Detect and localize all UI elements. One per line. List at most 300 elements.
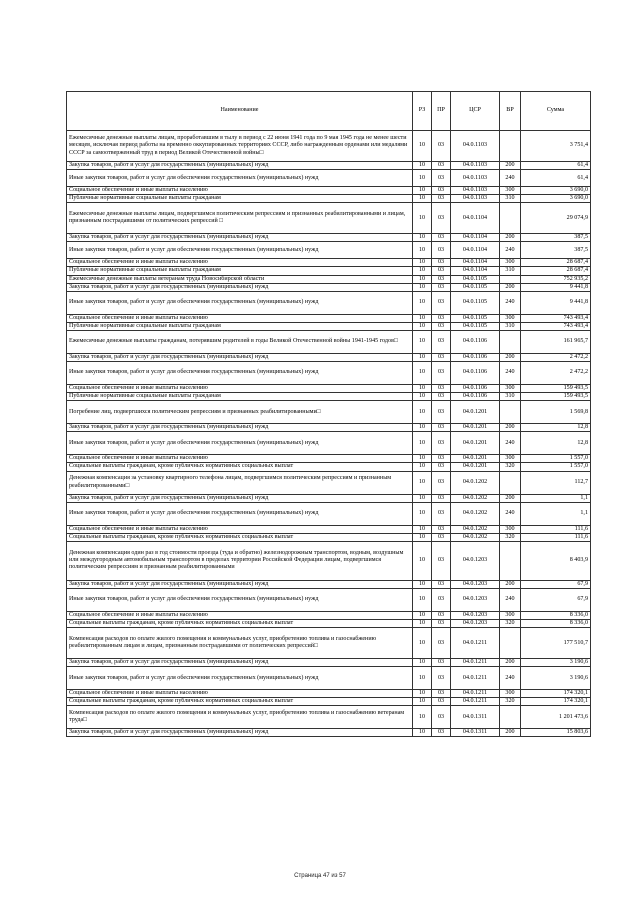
cell-name: Закупка товаров, работ и услуг для государственных (муниципальных) нужд [67,234,413,242]
cell-rz: 10 [413,659,432,667]
page-footer: Страница 47 из 57 [294,873,346,879]
table-row [67,580,591,588]
table-row [67,393,591,401]
cell-pr: 03 [432,706,451,729]
cell-name: Иные закупки товаров, работ и услуг для обеспечения государственных (муниципальных) нужд [67,242,413,259]
cell-csr: 04.0.1106 [451,385,500,393]
table-row [67,162,591,170]
header-vr: ВР [500,92,521,131]
cell-sum: 12,8 [521,432,591,455]
cell-csr: 04.0.1103 [451,170,500,187]
cell-vr: 300 [500,690,521,698]
cell-pr: 03 [432,424,451,432]
cell-sum: 177 510,7 [521,628,591,659]
cell-csr: 04.0.1203 [451,611,500,619]
cell-name: Иные закупки товаров, работ и услуг для обеспечения государственных (муниципальных) нужд [67,667,413,690]
cell-vr: 240 [500,170,521,187]
cell-rz: 10 [413,706,432,729]
cell-sum: 1,1 [521,494,591,502]
cell-rz: 10 [413,463,432,471]
cell-rz: 10 [413,291,432,314]
cell-pr: 03 [432,729,451,737]
cell-vr: 200 [500,494,521,502]
cell-pr: 03 [432,533,451,541]
cell-name: Иные закупки товаров, работ и услуг для обеспечения государственных (муниципальных) нужд [67,170,413,187]
table-row [67,401,591,424]
cell-sum: 159 493,5 [521,385,591,393]
cell-name: Погребение лиц, подвергшихся политическим репрессиям и признанных реабилитированными□ [67,401,413,424]
cell-csr: 04.0.1103 [451,187,500,195]
cell-name: Публичные нормативные социальные выплаты гражданам [67,322,413,330]
cell-csr: 04.0.1201 [451,432,500,455]
cell-csr: 04.0.1201 [451,463,500,471]
cell-csr: 04.0.1201 [451,455,500,463]
cell-pr: 03 [432,291,451,314]
cell-vr: 200 [500,162,521,170]
table-header-row [67,92,591,131]
cell-rz: 10 [413,131,432,162]
cell-vr: 320 [500,533,521,541]
table-row [67,541,591,580]
table-row [67,131,591,162]
cell-pr: 03 [432,385,451,393]
cell-vr [500,131,521,162]
cell-csr: 04.0.1104 [451,203,500,234]
cell-pr: 03 [432,353,451,361]
cell-csr: 04.0.1201 [451,424,500,432]
cell-name: Ежемесячные денежные выплаты лицам, подвергшимся политическим репрессиям и признанных реабилитированными и лицам, признанным пострадавшими от политических репрессий □ [67,203,413,234]
cell-csr: 04.0.1105 [451,291,500,314]
cell-pr: 03 [432,259,451,267]
cell-sum: 29 074,9 [521,203,591,234]
cell-vr: 320 [500,463,521,471]
cell-csr: 04.0.1202 [451,471,500,494]
cell-sum: 67,9 [521,588,591,611]
cell-rz: 10 [413,729,432,737]
cell-csr: 04.0.1202 [451,533,500,541]
cell-vr: 300 [500,187,521,195]
cell-vr: 310 [500,267,521,275]
cell-name: Ежемесячные денежные выплаты лицам, проработавшим в тылу в период с 22 июня 1941 года по 9 мая 1945 года не менее шести месяцев, исключая период работы на временно оккупированных территориях СССР, либо награжденным орденами или медалями СССР за самоотверженный труд в период Великой Отечественной войны□ [67,131,413,162]
cell-rz: 10 [413,267,432,275]
cell-pr: 03 [432,187,451,195]
cell-csr: 04.0.1104 [451,234,500,242]
cell-name: Закупка товаров, работ и услуг для государственных (муниципальных) нужд [67,659,413,667]
cell-csr: 04.0.1211 [451,628,500,659]
cell-rz: 10 [413,203,432,234]
cell-name: Социальные выплаты гражданам, кроме публичных нормативных социальных выплат [67,698,413,706]
table-row [67,187,591,195]
cell-rz: 10 [413,385,432,393]
cell-csr: 04.0.1202 [451,525,500,533]
cell-sum: 3 751,4 [521,131,591,162]
cell-vr [500,275,521,283]
cell-name: Ежемесячные денежные выплаты ветеранам труда Новосибирской области [67,275,413,283]
table-row [67,619,591,627]
table-row [67,234,591,242]
cell-name: Закупка товаров, работ и услуг для государственных (муниципальных) нужд [67,283,413,291]
cell-rz: 10 [413,494,432,502]
cell-sum: 743 493,4 [521,314,591,322]
cell-rz: 10 [413,314,432,322]
cell-name: Социальное обеспечение и иные выплаты населению [67,187,413,195]
cell-sum: 9 441,8 [521,283,591,291]
cell-pr: 03 [432,432,451,455]
cell-csr: 04.0.1104 [451,242,500,259]
cell-rz: 10 [413,275,432,283]
cell-vr: 240 [500,588,521,611]
cell-rz: 10 [413,690,432,698]
table-row [67,314,591,322]
cell-name: Денежная компенсация один раз в год стоимости проезда (туда и обратно) железнодорожным транспортом, водным, воздушным или междугородным автомобильным транспортом в пределах территории Российской Федерации лицам, подвергшимся политическим репрессиям и признанным реабилитированными [67,541,413,580]
cell-rz: 10 [413,322,432,330]
cell-rz: 10 [413,471,432,494]
cell-name: Закупка товаров, работ и услуг для государственных (муниципальных) нужд [67,494,413,502]
table-row [67,203,591,234]
cell-vr [500,706,521,729]
cell-name: Социальное обеспечение и иные выплаты населению [67,611,413,619]
cell-rz: 10 [413,401,432,424]
cell-pr: 03 [432,541,451,580]
table-row [67,195,591,203]
table-row [67,494,591,502]
cell-sum: 61,4 [521,162,591,170]
table-row [67,353,591,361]
cell-rz: 10 [413,242,432,259]
cell-pr: 03 [432,330,451,353]
cell-pr: 03 [432,588,451,611]
table-row [67,455,591,463]
cell-vr [500,628,521,659]
cell-rz: 10 [413,667,432,690]
cell-vr: 200 [500,424,521,432]
cell-pr: 03 [432,195,451,203]
cell-pr: 03 [432,659,451,667]
cell-pr: 03 [432,203,451,234]
table-row [67,502,591,525]
cell-rz: 10 [413,611,432,619]
cell-csr: 04.0.1311 [451,729,500,737]
cell-csr: 04.0.1203 [451,588,500,611]
cell-csr: 04.0.1106 [451,353,500,361]
cell-sum: 3 190,6 [521,667,591,690]
cell-vr: 240 [500,362,521,385]
cell-sum: 111,6 [521,525,591,533]
cell-vr: 200 [500,234,521,242]
cell-sum: 174 320,1 [521,690,591,698]
cell-name: Закупка товаров, работ и услуг для государственных (муниципальных) нужд [67,424,413,432]
cell-name: Социальное обеспечение и иные выплаты населению [67,385,413,393]
table-row [67,291,591,314]
cell-rz: 10 [413,432,432,455]
cell-sum: 8 336,0 [521,611,591,619]
cell-name: Закупка товаров, работ и услуг для государственных (муниципальных) нужд [67,353,413,361]
cell-rz: 10 [413,259,432,267]
table-row [67,385,591,393]
table-row [67,471,591,494]
cell-pr: 03 [432,690,451,698]
cell-rz: 10 [413,455,432,463]
cell-rz: 10 [413,541,432,580]
header-name: Наименование [67,92,413,131]
cell-sum: 61,4 [521,170,591,187]
cell-sum: 743 493,4 [521,322,591,330]
cell-sum: 2 472,2 [521,353,591,361]
cell-sum: 1 557,0 [521,455,591,463]
cell-rz: 10 [413,533,432,541]
cell-pr: 03 [432,502,451,525]
cell-name: Социальное обеспечение и иные выплаты населению [67,525,413,533]
cell-pr: 03 [432,401,451,424]
cell-rz: 10 [413,393,432,401]
table-row [67,659,591,667]
cell-sum: 9 441,8 [521,291,591,314]
cell-sum: 28 687,4 [521,267,591,275]
cell-pr: 03 [432,131,451,162]
cell-vr [500,471,521,494]
cell-sum: 1 569,8 [521,401,591,424]
table-row [67,259,591,267]
cell-pr: 03 [432,525,451,533]
cell-csr: 04.0.1105 [451,314,500,322]
table-row [67,611,591,619]
cell-csr: 04.0.1103 [451,195,500,203]
cell-name: Компенсация расходов по оплате жилого помещения и коммунальных услуг, приобретению топлива и газоснабжению ветеранам труда□ [67,706,413,729]
cell-pr: 03 [432,628,451,659]
table-row [67,667,591,690]
cell-csr: 04.0.1103 [451,131,500,162]
cell-vr: 320 [500,698,521,706]
cell-sum: 8 336,0 [521,619,591,627]
table-row [67,690,591,698]
cell-sum: 28 687,4 [521,259,591,267]
header-pr: ПР [432,92,451,131]
cell-sum: 161 965,7 [521,330,591,353]
cell-csr: 04.0.1105 [451,283,500,291]
cell-name: Социальное обеспечение и иные выплаты населению [67,259,413,267]
cell-pr: 03 [432,267,451,275]
cell-rz: 10 [413,234,432,242]
cell-csr: 04.0.1104 [451,267,500,275]
table-row [67,463,591,471]
cell-name: Публичные нормативные социальные выплаты гражданам [67,267,413,275]
cell-vr: 300 [500,314,521,322]
cell-pr: 03 [432,471,451,494]
cell-sum: 1 201 473,6 [521,706,591,729]
cell-pr: 03 [432,314,451,322]
cell-pr: 03 [432,393,451,401]
cell-vr: 200 [500,580,521,588]
table-row [67,698,591,706]
cell-csr: 04.0.1203 [451,541,500,580]
cell-sum: 3 690,0 [521,187,591,195]
cell-sum: 8 403,9 [521,541,591,580]
cell-name: Публичные нормативные социальные выплаты гражданам [67,393,413,401]
cell-csr: 04.0.1202 [451,494,500,502]
cell-vr [500,541,521,580]
cell-rz: 10 [413,195,432,203]
cell-vr: 300 [500,525,521,533]
table-row [67,275,591,283]
cell-csr: 04.0.1106 [451,362,500,385]
cell-vr: 300 [500,385,521,393]
cell-rz: 10 [413,628,432,659]
cell-vr: 310 [500,195,521,203]
cell-vr: 300 [500,259,521,267]
cell-name: Закупка товаров, работ и услуг для государственных (муниципальных) нужд [67,162,413,170]
cell-vr: 200 [500,659,521,667]
cell-name: Иные закупки товаров, работ и услуг для обеспечения государственных (муниципальных) нужд [67,432,413,455]
cell-csr: 04.0.1211 [451,690,500,698]
cell-rz: 10 [413,362,432,385]
header-rz: РЗ [413,92,432,131]
table-row [67,729,591,737]
cell-vr: 240 [500,242,521,259]
cell-name: Публичные нормативные социальные выплаты гражданам [67,195,413,203]
cell-csr: 04.0.1203 [451,580,500,588]
cell-csr: 04.0.1103 [451,162,500,170]
cell-name: Социальное обеспечение и иные выплаты населению [67,314,413,322]
cell-rz: 10 [413,162,432,170]
cell-sum: 111,6 [521,533,591,541]
cell-vr: 200 [500,283,521,291]
cell-rz: 10 [413,588,432,611]
cell-sum: 752 935,2 [521,275,591,283]
cell-csr: 04.0.1311 [451,706,500,729]
cell-pr: 03 [432,580,451,588]
cell-pr: 03 [432,619,451,627]
cell-sum: 387,5 [521,242,591,259]
cell-name: Закупка товаров, работ и услуг для государственных (муниципальных) нужд [67,580,413,588]
cell-pr: 03 [432,170,451,187]
budget-table [66,91,591,737]
cell-pr: 03 [432,611,451,619]
cell-csr: 04.0.1203 [451,619,500,627]
cell-pr: 03 [432,362,451,385]
table-row [67,242,591,259]
cell-pr: 03 [432,463,451,471]
cell-csr: 04.0.1211 [451,698,500,706]
cell-rz: 10 [413,187,432,195]
cell-pr: 03 [432,162,451,170]
cell-vr [500,203,521,234]
table-row [67,588,591,611]
cell-rz: 10 [413,424,432,432]
cell-sum: 2 472,2 [521,362,591,385]
cell-name: Закупка товаров, работ и услуг для государственных (муниципальных) нужд [67,729,413,737]
cell-pr: 03 [432,242,451,259]
cell-name: Иные закупки товаров, работ и услуг для обеспечения государственных (муниципальных) нужд [67,362,413,385]
cell-pr: 03 [432,455,451,463]
table-body [67,131,591,737]
cell-name: Социальные выплаты гражданам, кроме публичных нормативных социальных выплат [67,619,413,627]
cell-csr: 04.0.1211 [451,667,500,690]
cell-name: Ежемесячные денежные выплаты гражданам, потерявшим родителей в годы Великой Отечественной войны 1941-1945 годов□ [67,330,413,353]
cell-sum: 1 557,0 [521,463,591,471]
cell-csr: 04.0.1211 [451,659,500,667]
cell-csr: 04.0.1106 [451,330,500,353]
table-row [67,283,591,291]
cell-csr: 04.0.1104 [451,259,500,267]
cell-sum: 3 690,0 [521,195,591,203]
cell-csr: 04.0.1105 [451,322,500,330]
table-row [67,706,591,729]
cell-pr: 03 [432,283,451,291]
cell-vr: 200 [500,729,521,737]
cell-sum: 3 190,6 [521,659,591,667]
cell-rz: 10 [413,698,432,706]
cell-vr: 300 [500,455,521,463]
cell-pr: 03 [432,667,451,690]
cell-rz: 10 [413,619,432,627]
table-row [67,362,591,385]
cell-pr: 03 [432,234,451,242]
table-row [67,424,591,432]
table-row [67,525,591,533]
cell-pr: 03 [432,494,451,502]
table-row [67,322,591,330]
table-row [67,533,591,541]
table-row [67,628,591,659]
cell-vr: 310 [500,393,521,401]
header-sum: Сумма [521,92,591,131]
cell-rz: 10 [413,283,432,291]
cell-sum: 112,7 [521,471,591,494]
cell-sum: 15 803,6 [521,729,591,737]
cell-vr: 240 [500,291,521,314]
cell-name: Иные закупки товаров, работ и услуг для обеспечения государственных (муниципальных) нужд [67,588,413,611]
cell-vr: 300 [500,611,521,619]
cell-vr [500,330,521,353]
cell-sum: 12,8 [521,424,591,432]
cell-vr: 310 [500,322,521,330]
cell-rz: 10 [413,353,432,361]
table-row [67,170,591,187]
table-row [67,432,591,455]
cell-pr: 03 [432,322,451,330]
cell-name: Компенсация расходов по оплате жилого помещения и коммунальных услуг, приобретению топлива и газоснабжению реабилитированным лицам и лицам, признанным пострадавшими от политических репрессий□ [67,628,413,659]
cell-sum: 387,5 [521,234,591,242]
cell-name: Иные закупки товаров, работ и услуг для обеспечения государственных (муниципальных) нужд [67,502,413,525]
cell-vr: 200 [500,353,521,361]
cell-name: Денежная компенсация за установку квартирного телефона лицам, подвергшимся политическим репрессиям и признанным реабилитированными□ [67,471,413,494]
cell-name: Социальное обеспечение и иные выплаты населению [67,690,413,698]
cell-rz: 10 [413,580,432,588]
cell-pr: 03 [432,275,451,283]
cell-vr [500,401,521,424]
cell-rz: 10 [413,525,432,533]
cell-sum: 1,1 [521,502,591,525]
cell-name: Социальные выплаты гражданам, кроме публичных нормативных социальных выплат [67,533,413,541]
table-row [67,330,591,353]
cell-csr: 04.0.1105 [451,275,500,283]
cell-sum: 159 493,5 [521,393,591,401]
cell-rz: 10 [413,330,432,353]
cell-rz: 10 [413,502,432,525]
header-csr: ЦСР [451,92,500,131]
cell-pr: 03 [432,698,451,706]
cell-name: Иные закупки товаров, работ и услуг для обеспечения государственных (муниципальных) нужд [67,291,413,314]
cell-vr: 240 [500,502,521,525]
cell-csr: 04.0.1201 [451,401,500,424]
cell-name: Социальные выплаты гражданам, кроме публичных нормативных социальных выплат [67,463,413,471]
cell-vr: 240 [500,667,521,690]
document-page [66,91,590,737]
cell-csr: 04.0.1106 [451,393,500,401]
cell-vr: 240 [500,432,521,455]
cell-sum: 174 320,1 [521,698,591,706]
cell-vr: 320 [500,619,521,627]
